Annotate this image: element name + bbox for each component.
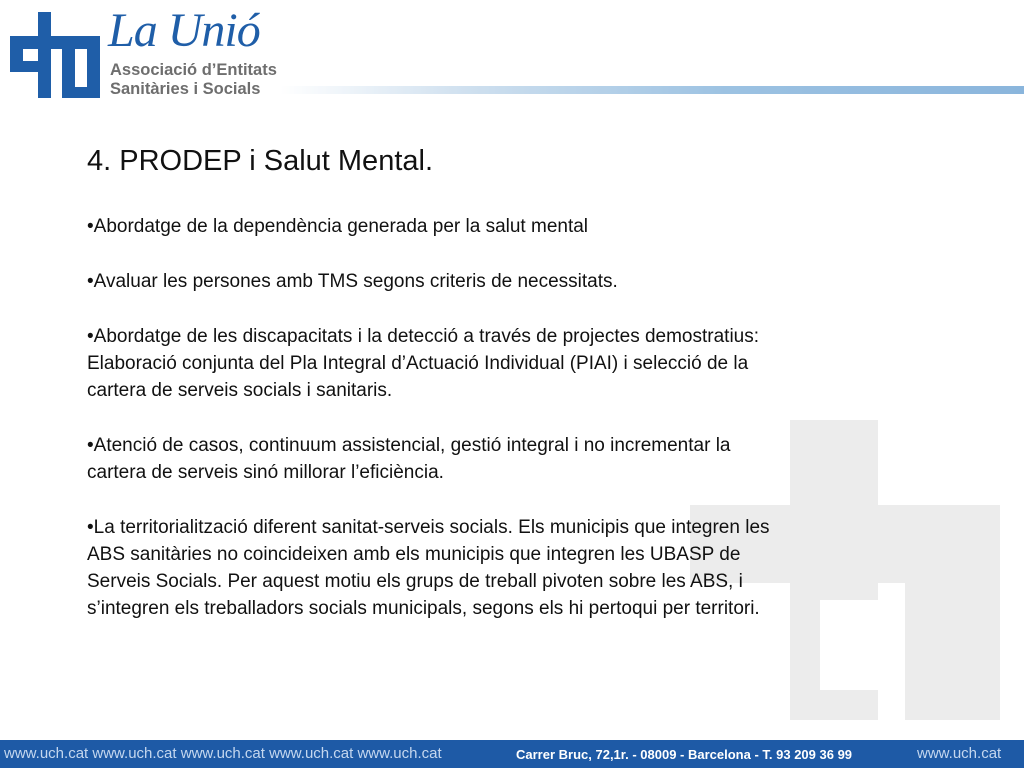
logo-subtitle-line2: Sanitàries i Socials bbox=[110, 80, 261, 98]
bullet-item: •Abordatge de les discapacitats i la detecció a través de projectes demostratius: Elaboració conjunta del Pla Integral d’Actuació Individual (PIAI) i selecció de la cartera de serveis socials i sanitaris. bbox=[87, 326, 760, 401]
bullet-item: •Avaluar les persones amb TMS segons criteris de necessitats. bbox=[87, 271, 618, 292]
bullet-list bbox=[87, 213, 947, 650]
footer-bar bbox=[0, 740, 1024, 768]
la-unio-logo-icon bbox=[10, 12, 100, 98]
logo-name: La Unió bbox=[108, 4, 260, 57]
bullet-item: •La territorialització diferent sanitat-serveis socials. Els municipis que integren les ABS sanitàries no coincideixen amb els municipis que integren les UBASP de Serveis Socials. Per aquest motiu els grups de treball pivoten sobre les ABS, i s’integren els treballadors socials municipals, segons els hi pertoqui per territori. bbox=[87, 517, 770, 619]
header-gradient-rule bbox=[280, 86, 1024, 94]
footer-address: Carrer Bruc, 72,1r. - 08009 - Barcelona - T. 93 209 36 99 bbox=[516, 747, 853, 762]
bullet-item: •Abordatge de la dependència generada per la salut mental bbox=[87, 216, 589, 237]
footer-urls[interactable]: www.uch.cat www.uch.cat www.uch.cat www.uch.cat www.uch.cat bbox=[4, 745, 442, 762]
bullet-item: •Atenció de casos, continuum assistencial, gestió integral i no incrementar la cartera de serveis sinó millorar l’eficiència. bbox=[87, 435, 731, 483]
slide-title: 4. PRODEP i Salut Mental. bbox=[87, 145, 434, 177]
footer-url-link[interactable]: www.uch.cat bbox=[917, 745, 1002, 762]
logo-subtitle-line1: Associació d’Entitats bbox=[110, 61, 277, 79]
